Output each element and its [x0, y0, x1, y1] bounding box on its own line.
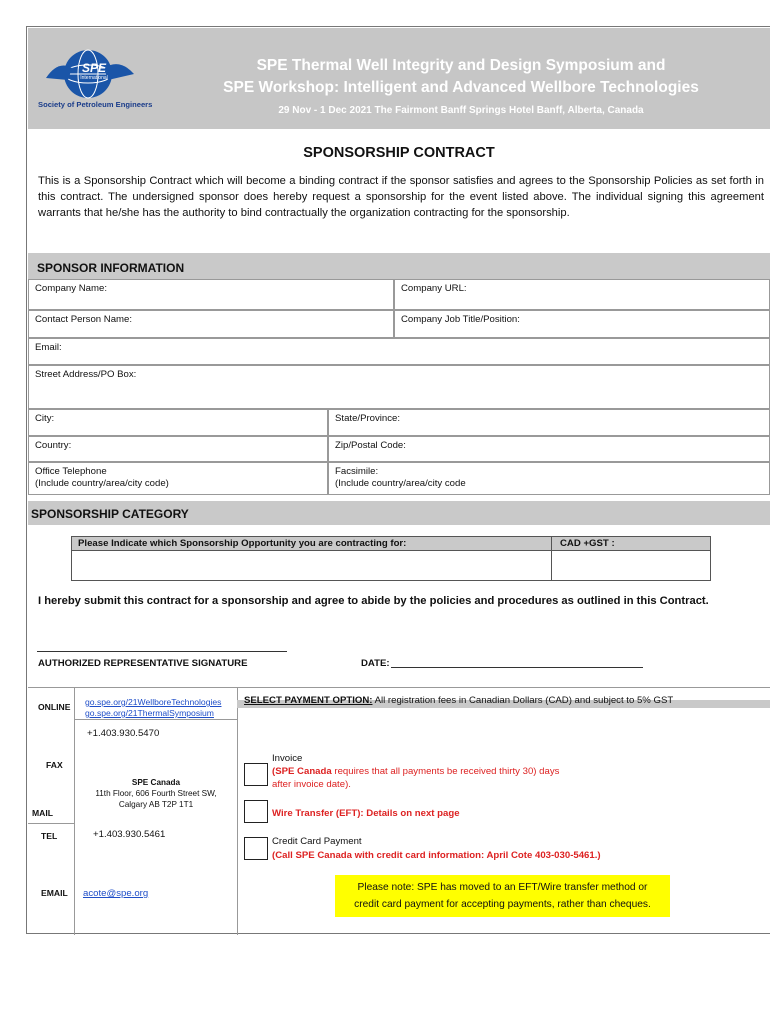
- cad-amount-input[interactable]: [552, 550, 710, 580]
- street-address-field[interactable]: Street Address/PO Box:: [28, 365, 770, 409]
- state-field[interactable]: State/Province:: [328, 409, 770, 436]
- city-field[interactable]: City:: [28, 409, 328, 436]
- thermal-link[interactable]: go.spe.org/21ThermalSymposium: [85, 708, 214, 718]
- signature-line[interactable]: [37, 651, 287, 652]
- wire-transfer-checkbox[interactable]: [244, 800, 268, 823]
- sponsorship-category-heading: SPONSORSHIP CATEGORY: [28, 501, 770, 525]
- tel-label: TEL: [41, 831, 58, 841]
- online-label: ONLINE: [38, 702, 71, 712]
- invoice-checkbox[interactable]: [244, 763, 268, 786]
- sponsor-info-heading: SPONSOR INFORMATION: [28, 253, 770, 279]
- wellbore-link[interactable]: go.spe.org/21WellboreTechnologies: [85, 697, 222, 707]
- spe-logo: [38, 48, 153, 116]
- opportunity-header: Please Indicate which Sponsorship Opportunity you are contracting for:: [72, 537, 552, 550]
- email-label: EMAIL: [41, 888, 68, 898]
- event-title-line2: SPE Workshop: Intelligent and Advanced Wellbore Technologies: [223, 79, 699, 96]
- invoice-option: Invoice (SPE Canada requires that all payments be received thirty 30) days after invoice date).: [272, 753, 560, 790]
- country-field[interactable]: Country:: [28, 436, 328, 462]
- credit-card-checkbox[interactable]: [244, 837, 268, 860]
- event-title-line1: SPE Thermal Well Integrity and Design Symposium and: [256, 57, 666, 74]
- sponsorship-table: [71, 536, 711, 581]
- facsimile-field[interactable]: Facsimile: (Include country/area/city code: [328, 462, 770, 495]
- event-header: [28, 28, 770, 129]
- company-url-field[interactable]: Company URL:: [394, 279, 770, 310]
- online-row-divider: [74, 719, 237, 720]
- contract-title: SPONSORSHIP CONTRACT: [303, 145, 495, 161]
- contact-person-field[interactable]: Contact Person Name:: [28, 310, 394, 338]
- contact-column-divider: [74, 687, 75, 935]
- logo-caption: Society of Petroleum Engineers: [38, 100, 153, 109]
- office-telephone-field[interactable]: Office Telephone (Include country/area/city code): [28, 462, 328, 495]
- mail-label: MAIL: [32, 808, 54, 818]
- email-link[interactable]: acote@spe.org: [83, 888, 149, 899]
- contract-page: [26, 26, 770, 934]
- logo-text: SPE: [81, 61, 106, 75]
- email-field[interactable]: Email:: [28, 338, 770, 365]
- cad-header: CAD +GST :: [552, 537, 710, 550]
- payment-column-divider: [237, 687, 238, 935]
- payment-option-heading: SELECT PAYMENT OPTION: All registration fees in Canadian Dollars (CAD) and subject to 5% GST: [244, 695, 674, 706]
- mail-row-divider: [28, 823, 74, 824]
- agreement-statement: I hereby submit this contract for a sponsorship and agree to abide by the policies and procedures as outlined in this Contract.: [38, 595, 709, 607]
- company-name-field[interactable]: Company Name:: [28, 279, 394, 310]
- event-subtitle: 29 Nov - 1 Dec 2021 The Fairmont Banff Springs Hotel Banff, Alberta, Canada: [278, 105, 644, 116]
- fax-label: FAX: [46, 760, 63, 770]
- date-label: DATE:: [361, 658, 390, 669]
- contact-divider: [28, 687, 770, 688]
- job-title-field[interactable]: Company Job Title/Position:: [394, 310, 770, 338]
- contract-intro: This is a Sponsorship Contract which will become a binding contract if the sponsor satisfies and agrees to the Sponsorship Policies as set forth in this contract. The undersigned sponsor does hereby request a sponsorship for the event listed above. The individual signing this agreement warrants that he/she has the authority to bind contractually the organization contracting for the sponsorship.: [38, 175, 764, 219]
- date-line[interactable]: [391, 667, 643, 668]
- payment-notice: Please note: SPE has moved to an EFT/Wire transfer method or credit card payment for accepting payments, rather than cheques.: [335, 875, 670, 917]
- opportunity-input[interactable]: [72, 550, 552, 580]
- logo-subtext: International: [80, 75, 108, 81]
- zip-field[interactable]: Zip/Postal Code:: [328, 436, 770, 462]
- phone-number: +1.403.930.5470: [87, 728, 160, 739]
- signature-label: AUTHORIZED REPRESENTATIVE SIGNATURE: [38, 658, 248, 669]
- credit-card-option: Credit Card Payment (Call SPE Canada with credit card information: April Cote 403-030-5461.): [272, 836, 601, 861]
- mailing-address: SPE Canada 11th Floor, 606 Fourth Street SW, Calgary AB T2P 1T1: [95, 778, 217, 809]
- wire-transfer-option: Wire Transfer (EFT): Details on next page: [272, 808, 460, 819]
- tel-value: +1.403.930.5461: [93, 829, 166, 840]
